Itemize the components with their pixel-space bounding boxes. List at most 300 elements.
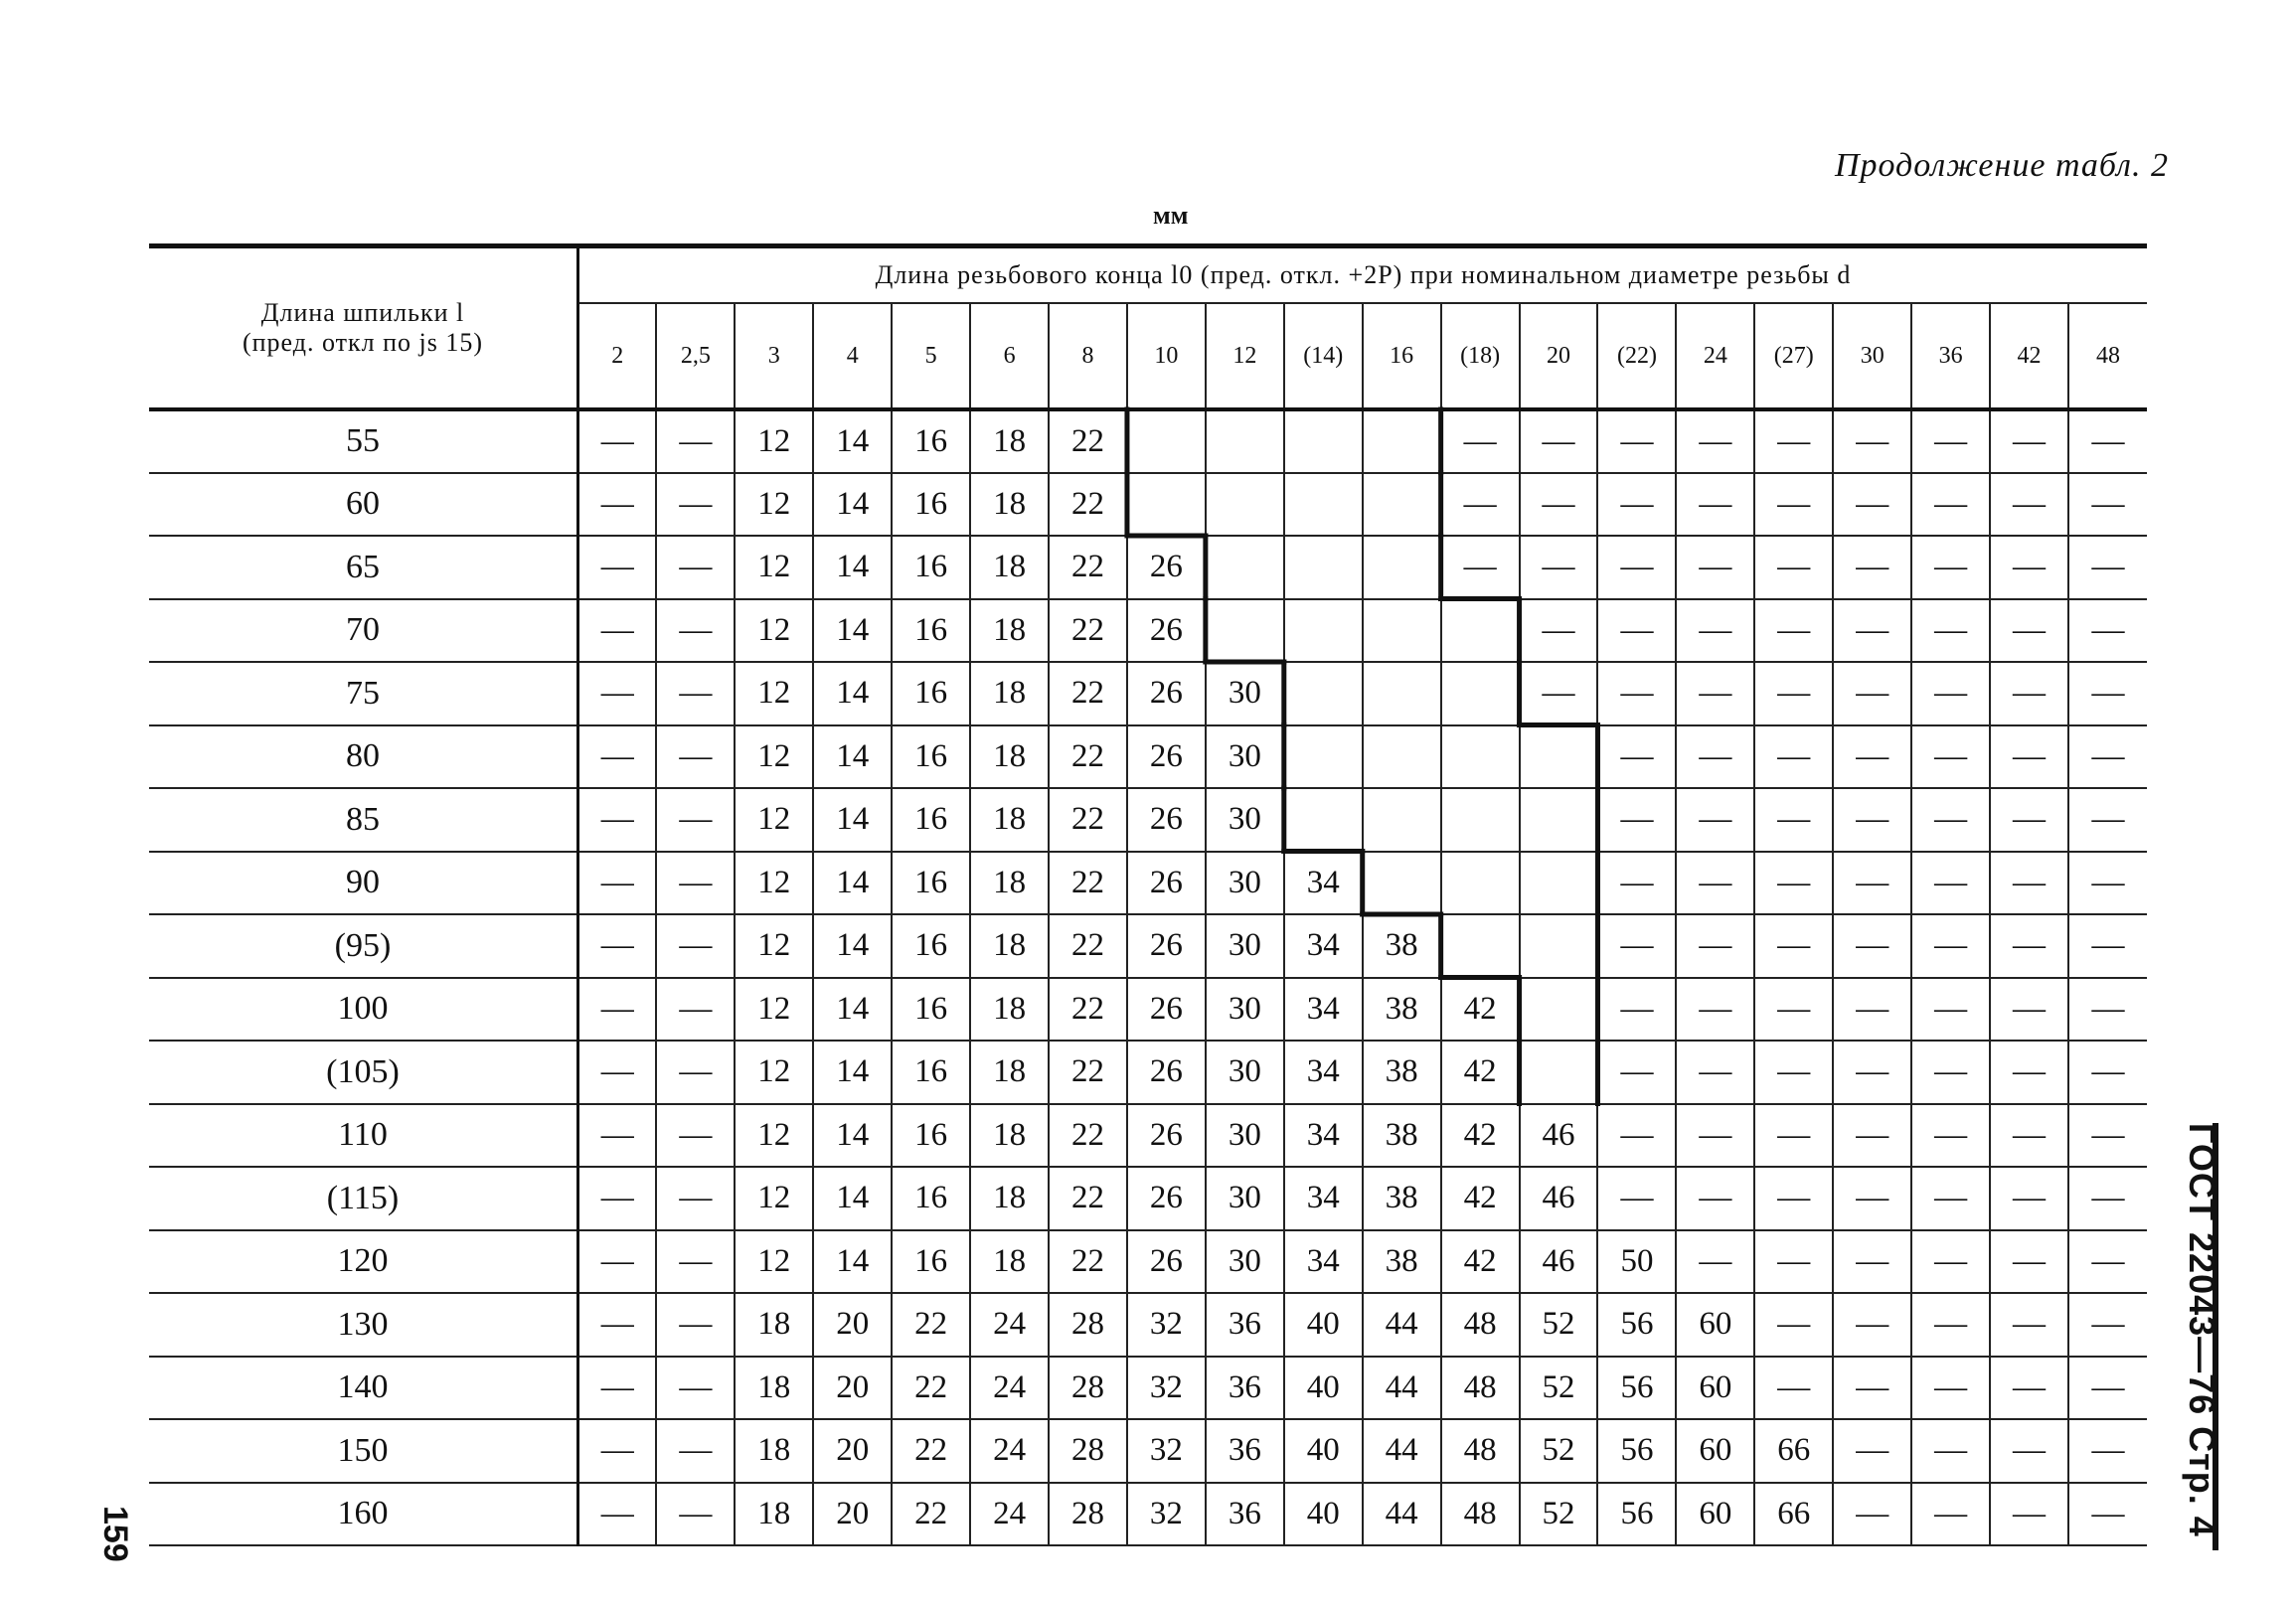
thread-length-cell: — bbox=[1990, 1419, 2068, 1483]
thread-length-cell: 18 bbox=[970, 473, 1049, 537]
stud-length-cell: 70 bbox=[149, 599, 578, 663]
thread-length-cell: 16 bbox=[892, 725, 970, 789]
thread-length-cell: — bbox=[578, 1357, 657, 1420]
thread-length-cell: — bbox=[1911, 788, 1990, 852]
thread-length-cell: — bbox=[656, 662, 735, 725]
thread-length-cell: — bbox=[1833, 536, 1911, 599]
thread-length-cell: 52 bbox=[1520, 1483, 1598, 1546]
thread-length-cell: — bbox=[1833, 788, 1911, 852]
thread-length-cell: 30 bbox=[1206, 852, 1284, 915]
thread-length-cell: — bbox=[578, 1483, 657, 1546]
thread-length-cell: 34 bbox=[1284, 852, 1363, 915]
thread-length-cell: — bbox=[1911, 852, 1990, 915]
thread-length-cell: 16 bbox=[892, 852, 970, 915]
thread-length-cell bbox=[1206, 536, 1284, 599]
thread-length-cell: — bbox=[1597, 1104, 1676, 1168]
thread-length-cell: 22 bbox=[1049, 409, 1127, 473]
diameter-header: (18) bbox=[1441, 303, 1520, 409]
diameter-header: (22) bbox=[1597, 303, 1676, 409]
thread-length-cell: — bbox=[1911, 662, 1990, 725]
thread-length-cell: 16 bbox=[892, 473, 970, 537]
thread-length-cell: 16 bbox=[892, 536, 970, 599]
table-row bbox=[149, 473, 2147, 537]
thread-length-cell: 20 bbox=[813, 1419, 892, 1483]
thread-length-cell: — bbox=[1990, 409, 2068, 473]
thread-length-cell: 26 bbox=[1127, 725, 1206, 789]
stud-length-cell: 90 bbox=[149, 852, 578, 915]
thread-length-cell bbox=[1363, 788, 1441, 852]
thread-length-cell: 36 bbox=[1206, 1483, 1284, 1546]
thread-length-cell: — bbox=[1754, 914, 1833, 978]
thread-length-cell: — bbox=[578, 852, 657, 915]
thread-length-cell: — bbox=[1597, 473, 1676, 537]
thread-length-cell: 16 bbox=[892, 1104, 970, 1168]
thread-length-cell: — bbox=[1911, 1293, 1990, 1357]
thread-length-cell: — bbox=[2068, 599, 2147, 663]
thread-length-cell: 34 bbox=[1284, 1104, 1363, 1168]
thread-length-cell bbox=[1363, 409, 1441, 473]
thread-length-cell: — bbox=[578, 1230, 657, 1294]
thread-length-cell: — bbox=[1754, 1104, 1833, 1168]
thread-length-cell: — bbox=[2068, 1230, 2147, 1294]
thread-length-cell: — bbox=[2068, 409, 2147, 473]
thread-length-cell: — bbox=[1990, 599, 2068, 663]
thread-length-cell bbox=[1206, 599, 1284, 663]
thread-length-cell: — bbox=[656, 1230, 735, 1294]
thread-length-cell: — bbox=[1754, 725, 1833, 789]
thread-length-cell: — bbox=[578, 1419, 657, 1483]
diameter-header: 48 bbox=[2068, 303, 2147, 409]
thread-length-cell bbox=[1363, 473, 1441, 537]
thread-length-cell: 36 bbox=[1206, 1293, 1284, 1357]
thread-length-cell: — bbox=[2068, 978, 2147, 1042]
thread-length-cell: 30 bbox=[1206, 1230, 1284, 1294]
thread-length-cell: — bbox=[1520, 409, 1598, 473]
thread-length-cell: 22 bbox=[1049, 1104, 1127, 1168]
thread-length-cell: — bbox=[1833, 409, 1911, 473]
thread-length-cell bbox=[1363, 662, 1441, 725]
thread-length-cell: 40 bbox=[1284, 1357, 1363, 1420]
thread-length-cell: — bbox=[1990, 978, 2068, 1042]
thread-length-cell: — bbox=[2068, 536, 2147, 599]
thread-length-cell: — bbox=[1833, 725, 1911, 789]
thread-length-cell: — bbox=[2068, 1357, 2147, 1420]
thread-length-cell bbox=[1127, 409, 1206, 473]
thread-length-cell: 30 bbox=[1206, 978, 1284, 1042]
thread-length-cell: — bbox=[1597, 852, 1676, 915]
thread-length-cell: 16 bbox=[892, 914, 970, 978]
thread-length-cell: — bbox=[578, 788, 657, 852]
thread-length-cell: — bbox=[1597, 536, 1676, 599]
thread-length-cell: 18 bbox=[970, 409, 1049, 473]
thread-length-cell: 66 bbox=[1754, 1419, 1833, 1483]
thread-length-cell: — bbox=[1754, 852, 1833, 915]
thread-length-cell: — bbox=[2068, 725, 2147, 789]
thread-length-cell: — bbox=[1754, 1041, 1833, 1104]
thread-length-cell: 18 bbox=[735, 1357, 813, 1420]
thread-length-cell: 38 bbox=[1363, 1041, 1441, 1104]
thread-length-cell: 12 bbox=[735, 1230, 813, 1294]
thread-length-cell: — bbox=[1990, 1483, 2068, 1546]
thread-length-cell: 28 bbox=[1049, 1357, 1127, 1420]
thread-length-cell: 46 bbox=[1520, 1104, 1598, 1168]
thread-length-cell: 22 bbox=[1049, 1230, 1127, 1294]
thread-length-cell bbox=[1284, 536, 1363, 599]
table-row bbox=[149, 725, 2147, 789]
thread-length-cell: — bbox=[1911, 1230, 1990, 1294]
thread-length-cell: 26 bbox=[1127, 1167, 1206, 1230]
thread-length-cell: — bbox=[1754, 599, 1833, 663]
thread-length-cell: 14 bbox=[813, 1167, 892, 1230]
thread-length-cell: — bbox=[2068, 788, 2147, 852]
thread-length-cell: — bbox=[1911, 1483, 1990, 1546]
thread-length-cell: 30 bbox=[1206, 662, 1284, 725]
thread-length-cell: — bbox=[1990, 852, 2068, 915]
stud-length-cell: 110 bbox=[149, 1104, 578, 1168]
thread-length-cell: — bbox=[1990, 473, 2068, 537]
standard-stamp: ГОСТ 22043—76 Стр. 4 bbox=[2182, 1123, 2222, 1537]
group-header: Длина резьбового конца l0 (пред. откл. +2P) при номинальном диаметре резьбы d bbox=[578, 246, 2148, 304]
thread-length-cell bbox=[1206, 409, 1284, 473]
thread-length-cell: 12 bbox=[735, 1041, 813, 1104]
thread-length-cell: 12 bbox=[735, 536, 813, 599]
thread-length-cell: — bbox=[656, 914, 735, 978]
thread-length-cell: — bbox=[1990, 536, 2068, 599]
thread-length-cell: — bbox=[578, 725, 657, 789]
stud-length-cell: 60 bbox=[149, 473, 578, 537]
thread-length-cell: — bbox=[1833, 1419, 1911, 1483]
thread-length-cell: — bbox=[1676, 1167, 1754, 1230]
diameter-header: 5 bbox=[892, 303, 970, 409]
thread-length-cell: 32 bbox=[1127, 1483, 1206, 1546]
thread-length-cell: 22 bbox=[892, 1419, 970, 1483]
thread-length-cell: 56 bbox=[1597, 1483, 1676, 1546]
thread-length-cell: — bbox=[1597, 409, 1676, 473]
thread-length-cell: 22 bbox=[1049, 1167, 1127, 1230]
diameter-header: 42 bbox=[1990, 303, 2068, 409]
thread-length-cell: 32 bbox=[1127, 1293, 1206, 1357]
thread-length-cell: — bbox=[1833, 599, 1911, 663]
thread-length-cell: — bbox=[578, 1104, 657, 1168]
thread-length-cell: — bbox=[656, 852, 735, 915]
thread-length-cell: 44 bbox=[1363, 1357, 1441, 1420]
thread-length-cell: 22 bbox=[1049, 662, 1127, 725]
thread-length-cell: 34 bbox=[1284, 1041, 1363, 1104]
thread-length-cell: 22 bbox=[1049, 599, 1127, 663]
diameter-header: (14) bbox=[1284, 303, 1363, 409]
thread-length-cell: — bbox=[578, 1293, 657, 1357]
thread-length-cell: 14 bbox=[813, 409, 892, 473]
thread-length-cell: 34 bbox=[1284, 978, 1363, 1042]
stud-length-cell: 85 bbox=[149, 788, 578, 852]
thread-length-cell: — bbox=[1990, 662, 2068, 725]
thread-length-cell bbox=[1520, 852, 1598, 915]
thread-length-cell: — bbox=[578, 409, 657, 473]
thread-length-cell: 14 bbox=[813, 852, 892, 915]
thread-length-cell: — bbox=[656, 1104, 735, 1168]
thread-length-cell bbox=[1520, 1041, 1598, 1104]
thread-length-cell: — bbox=[2068, 914, 2147, 978]
thread-length-cell: 12 bbox=[735, 1104, 813, 1168]
thread-length-cell: — bbox=[1833, 1483, 1911, 1546]
thread-length-cell: — bbox=[578, 662, 657, 725]
thread-length-cell: — bbox=[1597, 599, 1676, 663]
thread-length-cell: 14 bbox=[813, 1104, 892, 1168]
thread-length-cell: — bbox=[1676, 599, 1754, 663]
thread-length-cell: 36 bbox=[1206, 1419, 1284, 1483]
thread-length-cell: 12 bbox=[735, 662, 813, 725]
thread-length-cell: 38 bbox=[1363, 978, 1441, 1042]
thread-length-cell: 16 bbox=[892, 1041, 970, 1104]
thread-length-cell: — bbox=[1990, 1293, 2068, 1357]
table-row bbox=[149, 536, 2147, 599]
thread-length-cell: 34 bbox=[1284, 914, 1363, 978]
diameter-header: 12 bbox=[1206, 303, 1284, 409]
thread-length-cell: — bbox=[1597, 788, 1676, 852]
thread-length-cell: 22 bbox=[1049, 473, 1127, 537]
table-row bbox=[149, 1167, 2147, 1230]
diameter-header: 10 bbox=[1127, 303, 1206, 409]
stud-length-cell: (105) bbox=[149, 1041, 578, 1104]
thread-length-cell: — bbox=[1911, 409, 1990, 473]
thread-length-cell: 12 bbox=[735, 599, 813, 663]
thread-length-cell bbox=[1284, 473, 1363, 537]
thread-length-cell: — bbox=[1990, 1230, 2068, 1294]
table-row bbox=[149, 978, 2147, 1042]
thread-length-cell: 38 bbox=[1363, 1230, 1441, 1294]
thread-length-cell: — bbox=[1597, 914, 1676, 978]
diameter-header: 2 bbox=[578, 303, 657, 409]
thread-length-cell: 26 bbox=[1127, 788, 1206, 852]
thread-length-cell: — bbox=[1597, 1167, 1676, 1230]
thread-length-cell: 28 bbox=[1049, 1293, 1127, 1357]
table-row bbox=[149, 662, 2147, 725]
thread-length-cell: 44 bbox=[1363, 1419, 1441, 1483]
diameter-header: 30 bbox=[1833, 303, 1911, 409]
thread-length-cell: — bbox=[578, 914, 657, 978]
table-row bbox=[149, 1357, 2147, 1420]
thread-length-cell bbox=[1441, 599, 1520, 663]
thread-length-cell: 26 bbox=[1127, 914, 1206, 978]
stud-length-cell: 65 bbox=[149, 536, 578, 599]
thread-length-cell bbox=[1363, 725, 1441, 789]
thread-length-cell: — bbox=[1754, 662, 1833, 725]
thread-length-cell: — bbox=[1754, 978, 1833, 1042]
thread-length-cell: — bbox=[656, 788, 735, 852]
diameter-header: 6 bbox=[970, 303, 1049, 409]
thread-length-cell bbox=[1206, 473, 1284, 537]
thread-length-cell: 12 bbox=[735, 409, 813, 473]
thread-length-cell: 12 bbox=[735, 978, 813, 1042]
thread-length-cell: — bbox=[1911, 1357, 1990, 1420]
thread-length-cell: — bbox=[1441, 536, 1520, 599]
thread-length-cell: 18 bbox=[970, 725, 1049, 789]
thread-length-cell: — bbox=[1990, 725, 2068, 789]
thread-length-cell: 22 bbox=[892, 1357, 970, 1420]
thread-length-cell: — bbox=[1911, 1104, 1990, 1168]
thread-length-cell: — bbox=[656, 725, 735, 789]
thread-length-cell: — bbox=[1833, 1167, 1911, 1230]
thread-length-cell bbox=[1363, 536, 1441, 599]
thread-length-cell: — bbox=[1911, 1041, 1990, 1104]
thread-length-cell: — bbox=[1911, 473, 1990, 537]
thread-length-cell: — bbox=[656, 473, 735, 537]
thread-length-cell: 26 bbox=[1127, 1104, 1206, 1168]
thread-length-cell: — bbox=[1833, 1357, 1911, 1420]
thread-length-cell: 60 bbox=[1676, 1293, 1754, 1357]
thread-length-cell: — bbox=[578, 978, 657, 1042]
thread-length-cell: 46 bbox=[1520, 1167, 1598, 1230]
units-label: мм bbox=[1153, 201, 1189, 230]
diameter-header: 24 bbox=[1676, 303, 1754, 409]
thread-length-cell: 30 bbox=[1206, 725, 1284, 789]
thread-length-cell: 14 bbox=[813, 788, 892, 852]
thread-length-cell: 30 bbox=[1206, 1104, 1284, 1168]
thread-length-cell: — bbox=[2068, 1167, 2147, 1230]
table-row bbox=[149, 1483, 2147, 1546]
thread-length-cell: 12 bbox=[735, 725, 813, 789]
thread-length-cell: 42 bbox=[1441, 1167, 1520, 1230]
thread-length-cell: — bbox=[1676, 852, 1754, 915]
thread-length-cell bbox=[1441, 852, 1520, 915]
thread-length-cell: 42 bbox=[1441, 978, 1520, 1042]
diameter-header: 8 bbox=[1049, 303, 1127, 409]
thread-length-cell: 18 bbox=[970, 662, 1049, 725]
thread-length-cell bbox=[1363, 852, 1441, 915]
stud-length-cell: (115) bbox=[149, 1167, 578, 1230]
thread-length-cell: — bbox=[1676, 1104, 1754, 1168]
thread-length-cell bbox=[1520, 914, 1598, 978]
thread-length-cell: 30 bbox=[1206, 1041, 1284, 1104]
table-row bbox=[149, 788, 2147, 852]
thread-length-cell: 40 bbox=[1284, 1293, 1363, 1357]
thread-length-cell: — bbox=[1911, 599, 1990, 663]
continuation-caption: Продолжение табл. 2 bbox=[1834, 147, 2169, 184]
thread-length-cell: — bbox=[1990, 1167, 2068, 1230]
thread-length-cell: — bbox=[1833, 914, 1911, 978]
thread-length-cell: 52 bbox=[1520, 1293, 1598, 1357]
thread-length-cell: 44 bbox=[1363, 1483, 1441, 1546]
stud-length-cell: 130 bbox=[149, 1293, 578, 1357]
table-row bbox=[149, 599, 2147, 663]
thread-length-cell: — bbox=[1441, 473, 1520, 537]
thread-length-cell: 48 bbox=[1441, 1419, 1520, 1483]
thread-length-cell: — bbox=[1990, 788, 2068, 852]
thread-length-cell: 18 bbox=[970, 788, 1049, 852]
thread-length-cell: 18 bbox=[970, 1167, 1049, 1230]
thread-length-cell: 26 bbox=[1127, 1041, 1206, 1104]
thread-length-cell: 26 bbox=[1127, 662, 1206, 725]
thread-length-cell: 12 bbox=[735, 788, 813, 852]
thread-length-cell: 16 bbox=[892, 978, 970, 1042]
row-header-line1: Длина шпильки l bbox=[260, 298, 465, 327]
thread-length-cell: 26 bbox=[1127, 599, 1206, 663]
thread-length-cell: 22 bbox=[1049, 725, 1127, 789]
thread-length-cell: 50 bbox=[1597, 1230, 1676, 1294]
thread-length-cell: 56 bbox=[1597, 1419, 1676, 1483]
thread-length-cell: 20 bbox=[813, 1483, 892, 1546]
thread-length-cell bbox=[1284, 788, 1363, 852]
thread-length-cell: — bbox=[1990, 1357, 2068, 1420]
thread-length-cell: 24 bbox=[970, 1293, 1049, 1357]
thread-length-cell: — bbox=[2068, 1041, 2147, 1104]
thread-length-cell: 28 bbox=[1049, 1483, 1127, 1546]
thread-length-cell: 18 bbox=[735, 1483, 813, 1546]
thread-length-cell: — bbox=[2068, 473, 2147, 537]
thread-length-cell bbox=[1520, 725, 1598, 789]
thread-length-cell: 34 bbox=[1284, 1230, 1363, 1294]
thread-length-cell: — bbox=[2068, 662, 2147, 725]
table-row bbox=[149, 1230, 2147, 1294]
thread-length-cell: 12 bbox=[735, 914, 813, 978]
thread-length-cell: — bbox=[1754, 1357, 1833, 1420]
thread-length-cell: — bbox=[1520, 662, 1598, 725]
thread-length-cell: — bbox=[2068, 1419, 2147, 1483]
thread-length-cell: 20 bbox=[813, 1357, 892, 1420]
thread-length-cell: 16 bbox=[892, 788, 970, 852]
thread-length-cell: — bbox=[1676, 978, 1754, 1042]
thread-length-cell: — bbox=[656, 536, 735, 599]
thread-length-cell: 12 bbox=[735, 473, 813, 537]
thread-length-cell: 30 bbox=[1206, 788, 1284, 852]
thread-length-cell: — bbox=[1833, 978, 1911, 1042]
thread-length-cell: — bbox=[2068, 1104, 2147, 1168]
thread-length-cell: — bbox=[656, 1167, 735, 1230]
thread-length-cell: 18 bbox=[970, 1230, 1049, 1294]
thread-length-cell: — bbox=[1833, 1230, 1911, 1294]
thread-length-cell: 22 bbox=[892, 1483, 970, 1546]
thread-length-cell: — bbox=[1520, 536, 1598, 599]
diameter-header: 2,5 bbox=[656, 303, 735, 409]
thread-length-cell: — bbox=[1990, 1104, 2068, 1168]
row-header-line2: (пред. откл по js 15) bbox=[242, 328, 484, 357]
stud-length-cell: 100 bbox=[149, 978, 578, 1042]
thread-length-cell bbox=[1284, 662, 1363, 725]
thread-length-cell: — bbox=[656, 1357, 735, 1420]
thread-length-cell: — bbox=[1520, 473, 1598, 537]
thread-length-cell: 16 bbox=[892, 1167, 970, 1230]
thread-length-cell: 32 bbox=[1127, 1419, 1206, 1483]
thread-length-cell: 34 bbox=[1284, 1167, 1363, 1230]
thread-length-cell: 18 bbox=[735, 1293, 813, 1357]
thread-length-cell: — bbox=[1520, 599, 1598, 663]
thread-length-cell: — bbox=[1676, 914, 1754, 978]
thread-length-cell: — bbox=[1597, 1041, 1676, 1104]
stud-length-cell: 55 bbox=[149, 409, 578, 473]
thread-length-cell: 18 bbox=[735, 1419, 813, 1483]
thread-length-cell: — bbox=[1676, 409, 1754, 473]
thread-length-cell: — bbox=[578, 599, 657, 663]
thread-length-cell: — bbox=[1597, 662, 1676, 725]
thread-length-cell: 26 bbox=[1127, 978, 1206, 1042]
thread-length-cell: — bbox=[1754, 409, 1833, 473]
thread-length-cell: — bbox=[1676, 473, 1754, 537]
thread-length-cell: 14 bbox=[813, 1230, 892, 1294]
stud-length-cell: 150 bbox=[149, 1419, 578, 1483]
thread-length-cell: — bbox=[1676, 662, 1754, 725]
thread-length-cell: 60 bbox=[1676, 1483, 1754, 1546]
thread-length-cell: — bbox=[1833, 1293, 1911, 1357]
thread-length-cell: — bbox=[1754, 788, 1833, 852]
stud-length-cell: (95) bbox=[149, 914, 578, 978]
thread-length-cell: 60 bbox=[1676, 1419, 1754, 1483]
page-number: 159 bbox=[96, 1506, 134, 1562]
diameter-header: 36 bbox=[1911, 303, 1990, 409]
thread-length-cell: 52 bbox=[1520, 1357, 1598, 1420]
row-header bbox=[149, 246, 578, 410]
thread-length-cell: — bbox=[2068, 1483, 2147, 1546]
thread-length-cell: — bbox=[656, 1293, 735, 1357]
